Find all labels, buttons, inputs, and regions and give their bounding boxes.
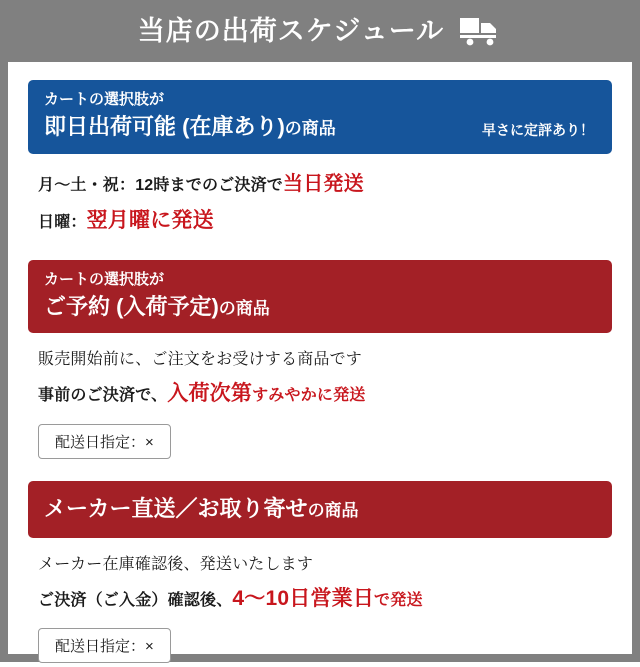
body-line-post: すみやかに発送	[252, 387, 366, 405]
banner-title-suffix: の商品	[307, 500, 359, 520]
banner-title-main: ご予約 (入荷予定)	[44, 293, 219, 319]
banner-subtitle: カートの選択肢が	[44, 270, 165, 288]
banner-title-suffix: の商品	[284, 119, 336, 139]
body-line	[38, 168, 604, 200]
banner-title	[44, 292, 596, 322]
delivery-truck-icon	[458, 16, 502, 46]
section-banner-preorder	[28, 260, 612, 334]
spacer	[28, 246, 612, 260]
section-body-immediate-shipping	[28, 154, 612, 246]
schedule-card	[8, 62, 632, 654]
body-line-pre: メーカー在庫確認後、発送いたします	[38, 556, 314, 574]
body-line-emphasis: 入荷次第	[167, 382, 253, 406]
banner-title-suffix: の商品	[218, 298, 270, 318]
section-banner-immediate-shipping	[28, 80, 612, 154]
page-header	[0, 0, 640, 62]
body-line-pre: ご決済（ご入金）確認後、	[38, 591, 233, 609]
body-line	[38, 582, 604, 616]
body-line-pre: 日曜：	[38, 213, 87, 231]
body-line-emphasis: 当日発送	[283, 172, 364, 195]
body-line-pre: 事前のご決済で、	[38, 387, 168, 405]
banner-subtitle: カートの選択肢が	[44, 91, 165, 108]
banner-title-main: 即日出荷可能 (在庫あり)	[44, 114, 285, 140]
spacer	[28, 463, 612, 481]
body-line	[38, 347, 604, 373]
body-line	[38, 204, 604, 238]
body-line	[38, 377, 604, 411]
body-line-emphasis: 翌月曜に発送	[86, 208, 214, 232]
body-line-emphasis: 4〜10日営業日	[232, 586, 375, 610]
banner-title-main: メーカー直送／お取り寄せ	[44, 495, 308, 521]
body-line-post: で発送	[374, 591, 423, 609]
section-banner-direct-shipping	[28, 481, 612, 539]
page-title: 当店の出荷スケジュール	[137, 15, 445, 46]
body-line-pre: 月〜土・祝：12時までのご決済で	[38, 176, 283, 194]
delivery-date-tag: 配送日指定：×	[38, 628, 171, 663]
section-body-direct-shipping	[28, 538, 612, 667]
section-body-preorder	[28, 333, 612, 462]
banner-note: 早さに定評あり！	[482, 121, 594, 138]
body-line	[38, 552, 604, 578]
delivery-date-tag: 配送日指定：×	[38, 424, 171, 459]
body-line-pre: 販売開始前に、ご注文をお受けする商品です	[38, 351, 363, 369]
